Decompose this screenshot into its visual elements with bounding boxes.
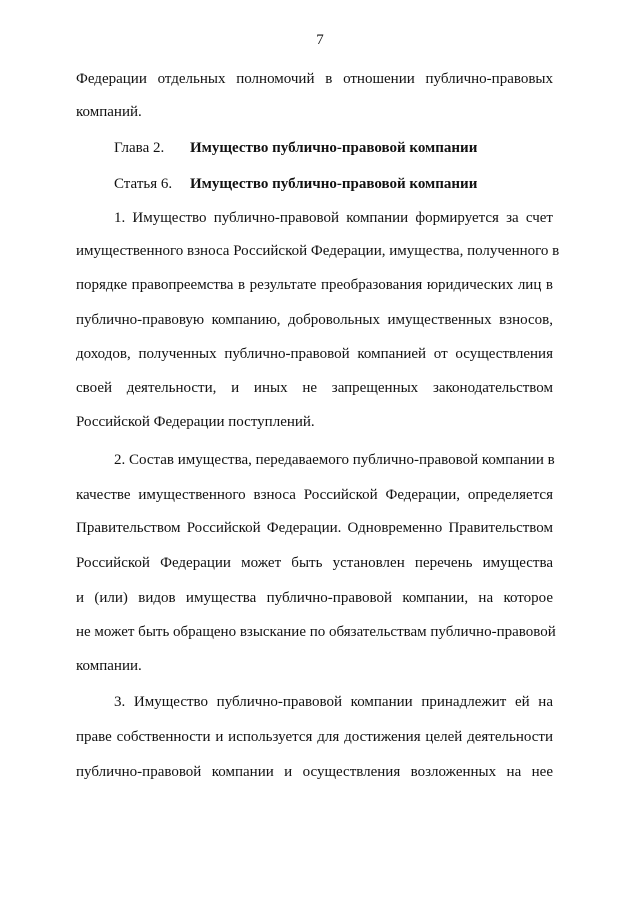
paragraph-3-line: 3. Имущество публично-правовой компании принадлежит ей на — [114, 694, 553, 710]
paragraph-2-line: Российской Федерации может быть установлен перечень имущества — [76, 555, 553, 571]
paragraph-1-line: публично-правовую компанию, добровольных имущественных взносов, — [76, 312, 553, 328]
page-number: 7 — [316, 32, 324, 48]
intro-line: Федерации отдельных полномочий в отношении публично-правовых — [76, 71, 553, 87]
article-heading — [114, 175, 477, 193]
paragraph-3-line: публично-правовой компании и осуществления возложенных на нее — [76, 764, 553, 780]
chapter-label: Глава 2. — [114, 140, 165, 156]
chapter-title: Имущество публично-правовой компании — [190, 140, 478, 156]
paragraph-1-line: доходов, полученных публично-правовой компанией от осуществления — [76, 346, 553, 362]
article-title: Имущество публично-правовой компании — [190, 176, 478, 192]
paragraph-1-line: своей деятельности, и иных не запрещенных законодательством — [76, 380, 553, 396]
paragraph-2-line: компании. — [76, 658, 142, 674]
paragraph-1-line: имущественного взноса Российской Федерации, имущества, полученного в — [76, 243, 560, 259]
paragraph-2-line: Правительством Российской Федерации. Одновременно Правительством — [76, 520, 553, 536]
paragraph-2-line: 2. Состав имущества, передаваемого публично-правовой компании в — [114, 452, 555, 468]
paragraph-2-line: качестве имущественного взноса Российской Федерации, определяется — [76, 487, 553, 503]
article-label: Статья 6. — [114, 176, 173, 192]
chapter-heading — [114, 139, 477, 157]
paragraph-1-line: 1. Имущество публично-правовой компании формируется за счет — [114, 210, 553, 226]
paragraph-2-line: и (или) видов имущества публично-правовой компании, на которое — [76, 590, 553, 606]
paragraph-1-line: Российской Федерации поступлений. — [76, 414, 315, 430]
paragraph-1-line: порядке правопреемства в результате преобразования юридических лиц в — [76, 277, 553, 293]
paragraph-2-line: не может быть обращено взыскание по обязательствам публично-правовой — [76, 624, 556, 640]
intro-line: компаний. — [76, 104, 142, 120]
paragraph-3-line: праве собственности и используется для достижения целей деятельности — [76, 729, 553, 745]
